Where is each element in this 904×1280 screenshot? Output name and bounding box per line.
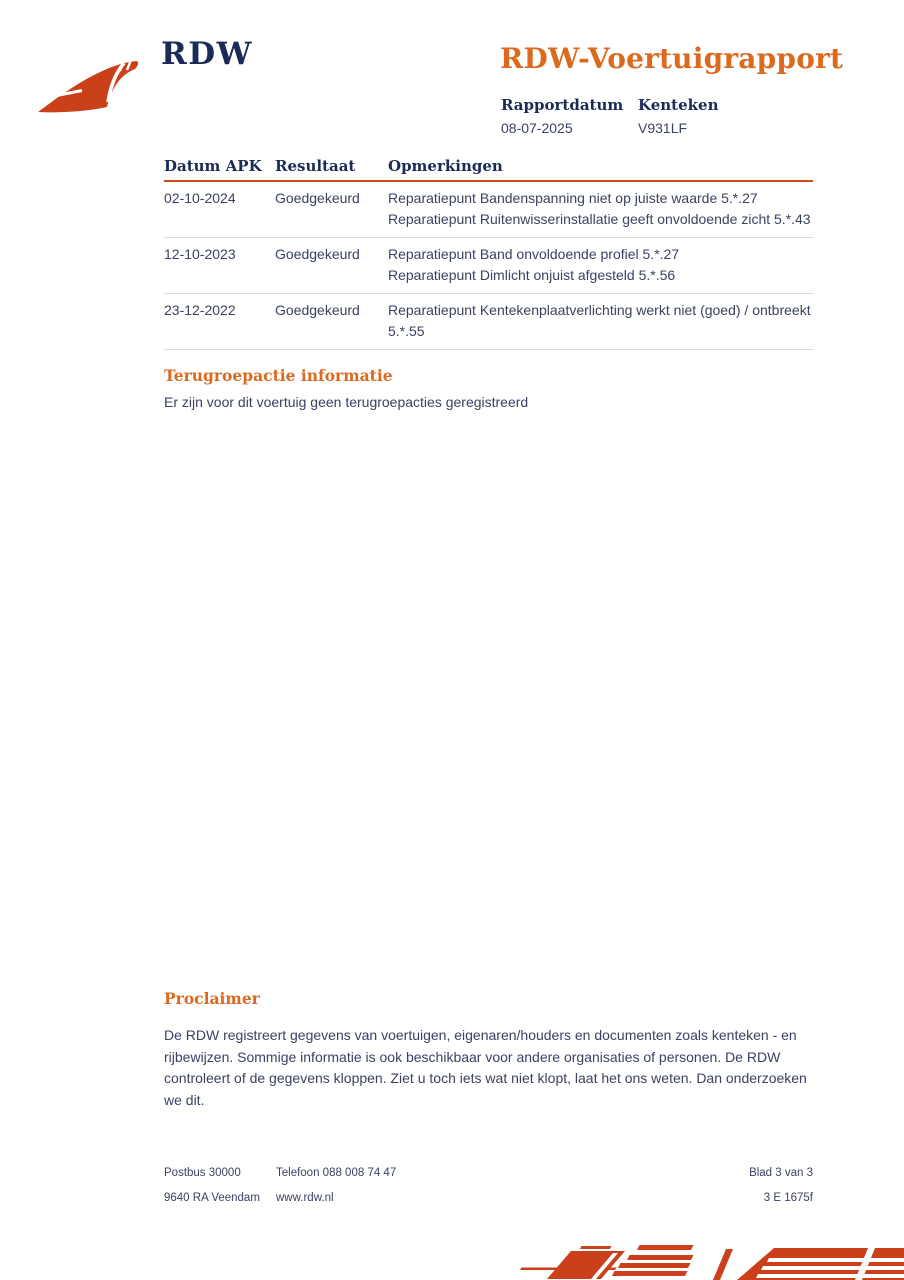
- footer-website-link[interactable]: www.rdw.nl: [276, 1191, 334, 1204]
- remark-line: Reparatiepunt Ruitenwisserinstallatie geeft onvoldoende zicht 5.*.43: [388, 211, 811, 227]
- apk-remarks: [388, 244, 813, 286]
- speed-stripes-graphic: [515, 1238, 904, 1280]
- recall-section: [164, 366, 813, 410]
- footer-form-code: 3 E 1675f: [763, 1191, 813, 1204]
- apk-remarks: [388, 188, 813, 230]
- column-header-opmerkingen: Opmerkingen: [388, 157, 503, 175]
- table-header-row: [164, 157, 813, 182]
- proclaimer-section: [164, 989, 814, 1111]
- report-meta: [501, 96, 718, 136]
- apk-history-table: [164, 157, 813, 350]
- remark-line: Reparatiepunt Kentekenplaatverlichting werkt niet (goed) / ontbreekt 5.*.55: [388, 302, 811, 339]
- remark-line: Reparatiepunt Dimlicht onjuist afgesteld 5.*.56: [388, 267, 676, 283]
- rdw-wordmark: RDW: [161, 36, 253, 72]
- apk-date: 12-10-2023: [164, 246, 236, 262]
- report-date-block: [501, 96, 638, 136]
- apk-result: Goedgekeurd: [275, 302, 360, 318]
- remark-line: Reparatiepunt Band onvoldoende profiel 5.*.27: [388, 246, 680, 262]
- footer-postbus: Postbus 30000: [164, 1167, 241, 1179]
- report-date-value: 08-07-2025: [501, 120, 573, 136]
- report-date-label: Rapportdatum: [501, 96, 624, 114]
- license-plate-value: V931LF: [638, 120, 688, 136]
- footer-city: 9640 RA Veendam: [164, 1191, 260, 1204]
- table-row: [164, 182, 813, 238]
- column-header-resultaat: Resultaat: [275, 157, 356, 175]
- apk-remarks: [388, 300, 813, 342]
- apk-date: 02-10-2024: [164, 190, 236, 206]
- rdw-logo-icon: [36, 52, 148, 118]
- column-header-datum-apk: Datum APK: [164, 157, 262, 175]
- recall-heading: Terugroepactie informatie: [164, 366, 393, 385]
- recall-body: Er zijn voor dit voertuig geen terugroepacties geregistreerd: [164, 394, 529, 410]
- footer-row: [164, 1167, 813, 1179]
- page-footer: [164, 1167, 813, 1216]
- proclaimer-body: De RDW registreert gegevens van voertuigen, eigenaren/houders en documenten zoals kenteken - en rijbewijzen. Sommige informatie is ook beschikbaar voor andere organisaties of personen. De RDW controleert of de gegevens kloppen. Ziet u toch iets wat niet klopt, laat het ons weten. Dan onderzoeken we dit.: [164, 1027, 807, 1108]
- license-plate-label: Kenteken: [638, 96, 719, 114]
- page-title: RDW-Voertuigrapport: [500, 42, 844, 75]
- footer-phone: Telefoon 088 008 74 47: [276, 1167, 397, 1179]
- proclaimer-heading: Proclaimer: [164, 989, 260, 1008]
- table-row: [164, 294, 813, 350]
- footer-page-indicator: Blad 3 van 3: [749, 1167, 813, 1179]
- remark-line: Reparatiepunt Bandenspanning niet op juiste waarde 5.*.27: [388, 190, 758, 206]
- footer-row: [164, 1192, 813, 1204]
- apk-result: Goedgekeurd: [275, 246, 360, 262]
- apk-date: 23-12-2022: [164, 302, 236, 318]
- license-plate-block: [638, 96, 718, 136]
- table-row: [164, 238, 813, 294]
- apk-result: Goedgekeurd: [275, 190, 360, 206]
